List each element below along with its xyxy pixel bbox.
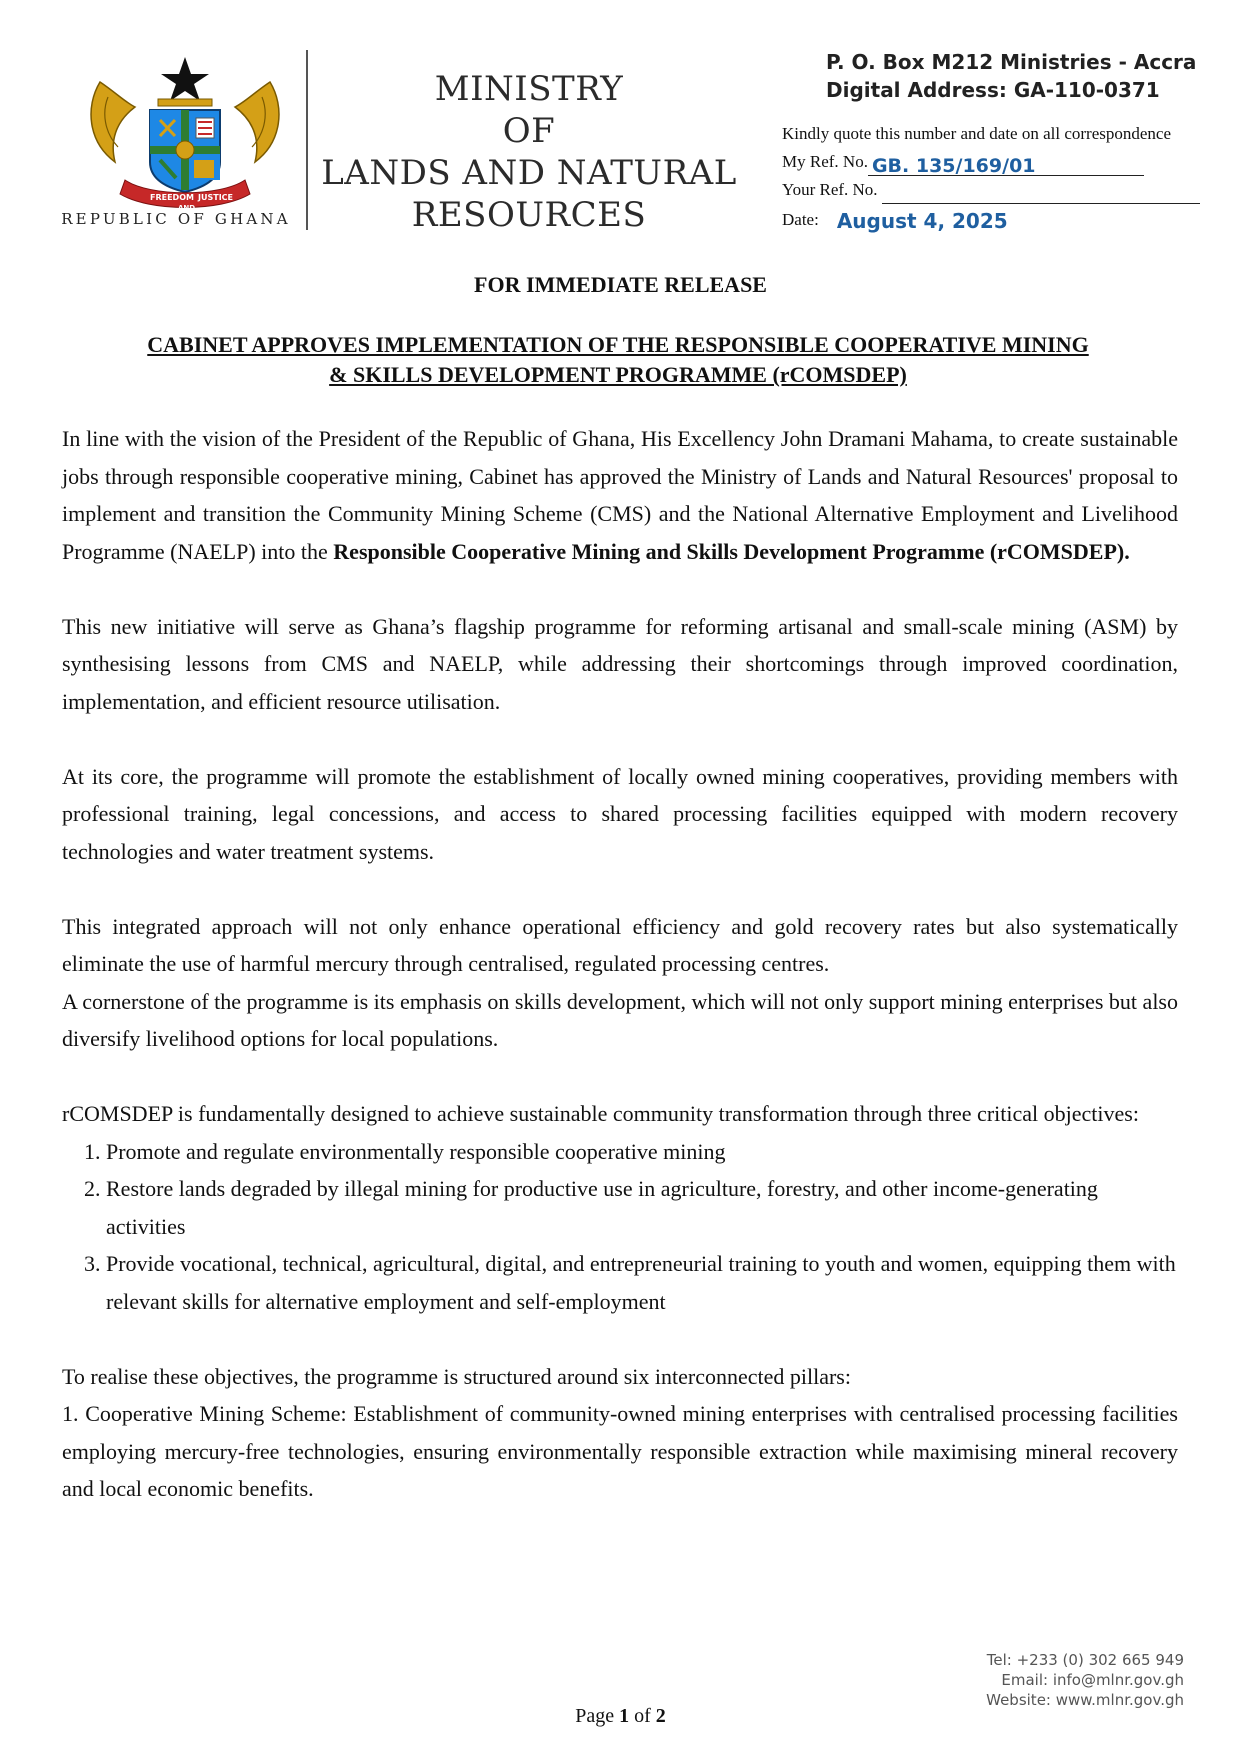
postal-address	[826, 48, 1196, 104]
page-current: 1	[619, 1705, 630, 1727]
your-ref-line	[882, 184, 1200, 204]
paragraph-2: This new initiative will serve as Ghana’s flagship programme for reforming artisanal and small-scale mining (ASM) by synthesising lessons from CMS and NAELP, while addressing their shortcomings through improved coordination, implementation, and efficient resource utilisation.	[62, 613, 1178, 714]
headline	[56, 330, 1180, 390]
my-ref-row	[782, 148, 1232, 176]
paragraph-1-text: In line with the vision of the President of the Republic of Ghana, His Excellency John Dramani Mahama, to create sustainable jobs through responsible cooperative mining, Cabinet has approved the Ministry of Lands and Natural Resources' proposal to implement and transition the Community Mining Scheme (CMS) and the National Alternative Employment and Livelihood Programme (NAELP) into the	[62, 426, 1178, 564]
republic-of-ghana-label: REPUBLIC OF GHANA	[61, 210, 291, 228]
page-of: of	[634, 1705, 651, 1727]
your-ref-row	[782, 176, 1232, 204]
black-star-icon	[161, 57, 209, 101]
body-text	[62, 420, 1178, 1545]
date-row	[782, 204, 1232, 232]
paragraph-8: 1. Cooperative Mining Scheme: Establishment of community-owned mining enterprises with centralised processing facilities employing mercury-free technologies, ensuring environmentally responsible extraction while maximising mineral recovery and local economic benefits.	[62, 1401, 1178, 1501]
contact-info	[900, 1650, 1184, 1710]
my-ref-value: GB. 135/169/01	[871, 155, 1036, 177]
paragraph-3: At its core, the programme will promote the establishment of locally owned mining cooperatives, providing members with professional training, legal concessions, and access to shared processing facilities equipped with modern recovery technologies and water treatment systems.	[62, 763, 1178, 864]
headline-line-1: CABINET APPROVES IMPLEMENTATION OF THE RESPONSIBLE COOPERATIVE MINING	[147, 332, 1089, 357]
ministry-line: LANDS AND NATURAL	[321, 153, 737, 193]
motto-left: FREEDOM	[150, 193, 194, 202]
motto-right: JUSTICE	[198, 193, 234, 202]
my-ref-line	[868, 156, 1144, 176]
address-line-1: P. O. Box M212 Ministries - Accra	[826, 50, 1197, 74]
paragraph-6: rCOMSDEP is fundamentally designed to achieve sustainable community transformation through three critical objectives:	[62, 1101, 1139, 1126]
list-item: 3. Provide vocational, technical, agricultural, digital, and entrepreneurial training to youth and women, equipping them with relevant skills for alternative employment and self-employment	[106, 1245, 1178, 1320]
reference-block	[782, 120, 1232, 232]
date-label: Date:	[782, 210, 819, 229]
page-total: 2	[655, 1705, 666, 1727]
list-item: 2. Restore lands degraded by illegal mining for productive use in agriculture, forestry, and other income-generating activities	[106, 1170, 1178, 1245]
headline-line-2: & SKILLS DEVELOPMENT PROGRAMME (rCOMSDEP)	[329, 362, 907, 387]
ministry-name	[318, 68, 740, 236]
ghana-coat-of-arms	[80, 52, 290, 212]
ministry-line: RESOURCES	[411, 195, 647, 235]
contact-email: Email: info@mlnr.gov.gh	[1001, 1671, 1184, 1689]
contact-website: Website: www.mlnr.gov.gh	[986, 1691, 1184, 1709]
contact-tel: Tel: +233 (0) 302 665 949	[986, 1651, 1184, 1669]
motto-and: AND	[178, 204, 196, 212]
page-word: Page	[575, 1705, 615, 1727]
paragraph-4: This integrated approach will not only enhance operational efficiency and gold recovery rates but also systematically eliminate the use of harmful mercury through centralised, regulated processing centres.	[62, 913, 1178, 976]
quote-note: Kindly quote this number and date on all correspondence	[782, 124, 1171, 143]
paragraph-1	[62, 420, 1178, 570]
ministry-line: MINISTRY	[434, 69, 624, 109]
address-line-2: Digital Address: GA-110-0371	[826, 78, 1160, 102]
paragraph-5: A cornerstone of the programme is its emphasis on skills development, which will not only support mining enterprises but also diversify livelihood options for local populations.	[62, 988, 1178, 1051]
date-value: August 4, 2025	[836, 209, 1008, 233]
list-item: 1. Promote and regulate environmentally responsible cooperative mining	[106, 1133, 1178, 1171]
letterhead-divider	[306, 50, 308, 230]
your-ref-label: Your Ref. No.	[782, 180, 878, 199]
shield-icon	[150, 110, 220, 192]
paragraph-7: To realise these objectives, the programme is structured around six interconnected pillars:	[62, 1363, 851, 1389]
page-number	[0, 1705, 1241, 1728]
release-label: FOR IMMEDIATE RELEASE	[474, 272, 767, 297]
right-eagle-icon	[235, 82, 279, 162]
objectives-list	[62, 1133, 1178, 1321]
my-ref-label: My Ref. No.	[782, 152, 868, 171]
ministry-line: OF	[502, 111, 556, 151]
programme-name-bold: Responsible Cooperative Mining and Skills Development Programme (rCOMSDEP).	[333, 538, 1130, 564]
left-eagle-icon	[91, 82, 135, 162]
